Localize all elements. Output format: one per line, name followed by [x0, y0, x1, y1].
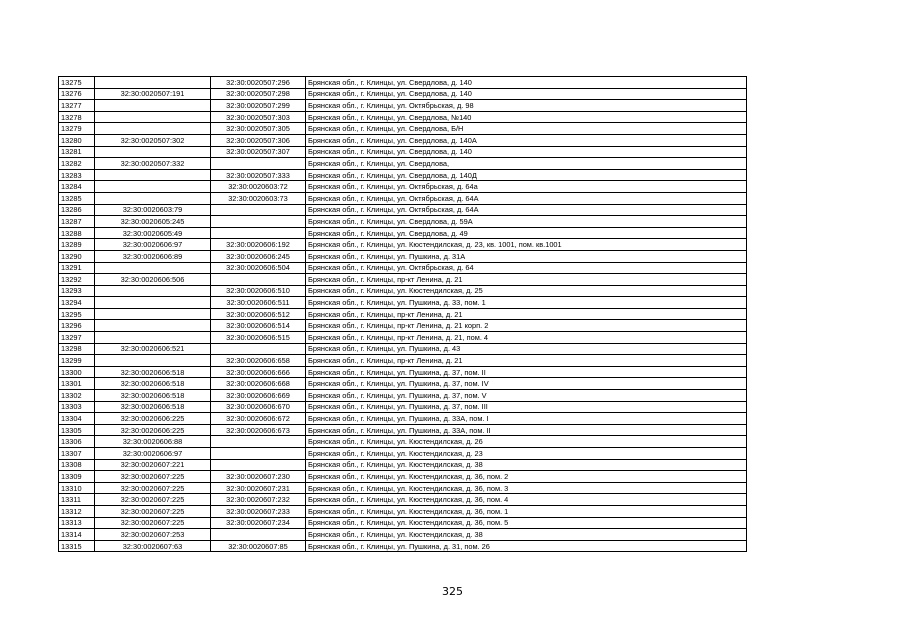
- land-cadastral-number-cell: 32:30:0020606:518: [95, 401, 211, 413]
- table-row: [59, 517, 747, 529]
- object-cadastral-number-cell: 32:30:0020606:511: [211, 297, 306, 309]
- land-cadastral-number-cell: 32:30:0020607:225: [95, 517, 211, 529]
- address-cell: Брянская обл., г. Клинцы, ул. Пушкина, д. 33А, пом. I: [306, 413, 747, 425]
- table-row: [59, 88, 747, 100]
- land-cadastral-number-cell: 32:30:0020606:518: [95, 390, 211, 402]
- address-cell: Брянская обл., г. Клинцы, ул. Пушкина, д. 31, пом. 26: [306, 540, 747, 552]
- table-row: [59, 285, 747, 297]
- row-number-cell: 13297: [59, 332, 95, 344]
- address-cell: Брянская обл., г. Клинцы, ул. Кюстендилская, д. 23: [306, 448, 747, 460]
- land-cadastral-number-cell: [95, 320, 211, 332]
- table-row: [59, 134, 747, 146]
- table-row: [59, 274, 747, 286]
- row-number-cell: 13302: [59, 390, 95, 402]
- address-cell: Брянская обл., г. Клинцы, ул. Кюстендилская, д. 36, пом. 2: [306, 471, 747, 483]
- table-row: [59, 332, 747, 344]
- object-cadastral-number-cell: [211, 158, 306, 170]
- table-row: [59, 448, 747, 460]
- address-cell: Брянская обл., г. Клинцы, ул. Кюстендилская, д. 23, кв. 1001, пом. кв.1001: [306, 239, 747, 251]
- land-cadastral-number-cell: [95, 77, 211, 89]
- address-cell: Брянская обл., г. Клинцы, ул. Кюстендилская, д. 36, пом. 4: [306, 494, 747, 506]
- row-number-cell: 13292: [59, 274, 95, 286]
- address-cell: Брянская обл., г. Клинцы, ул. Пушкина, д. 43: [306, 343, 747, 355]
- land-cadastral-number-cell: 32:30:0020606:97: [95, 239, 211, 251]
- land-cadastral-number-cell: 32:30:0020607:225: [95, 471, 211, 483]
- address-cell: Брянская обл., г. Клинцы, ул. Кюстендилская, д. 36, пом. 1: [306, 505, 747, 517]
- address-cell: Брянская обл., г. Клинцы, ул. Свердлова, д. 140: [306, 77, 747, 89]
- object-cadastral-number-cell: 32:30:0020606:510: [211, 285, 306, 297]
- address-cell: Брянская обл., г. Клинцы, пр-кт Ленина, д. 21: [306, 274, 747, 286]
- row-number-cell: 13280: [59, 134, 95, 146]
- object-cadastral-number-cell: 32:30:0020607:85: [211, 540, 306, 552]
- row-number-cell: 13296: [59, 320, 95, 332]
- object-cadastral-number-cell: [211, 204, 306, 216]
- object-cadastral-number-cell: 32:30:0020606:673: [211, 424, 306, 436]
- land-cadastral-number-cell: [95, 332, 211, 344]
- address-cell: Брянская обл., г. Клинцы, ул. Пушкина, д. 33, пом. 1: [306, 297, 747, 309]
- object-cadastral-number-cell: 32:30:0020606:504: [211, 262, 306, 274]
- address-cell: Брянская обл., г. Клинцы, ул. Пушкина, д. 37, пом. II: [306, 366, 747, 378]
- address-cell: Брянская обл., г. Клинцы, ул. Свердлова, д. 140: [306, 88, 747, 100]
- row-number-cell: 13308: [59, 459, 95, 471]
- table-row: [59, 216, 747, 228]
- row-number-cell: 13299: [59, 355, 95, 367]
- table-row: [59, 146, 747, 158]
- registry-table: [58, 76, 747, 552]
- land-cadastral-number-cell: 32:30:0020606:518: [95, 366, 211, 378]
- land-cadastral-number-cell: [95, 146, 211, 158]
- row-number-cell: 13284: [59, 181, 95, 193]
- row-number-cell: 13278: [59, 111, 95, 123]
- row-number-cell: 13310: [59, 482, 95, 494]
- row-number-cell: 13313: [59, 517, 95, 529]
- row-number-cell: 13293: [59, 285, 95, 297]
- table-row: [59, 77, 747, 89]
- row-number-cell: 13281: [59, 146, 95, 158]
- table-row: [59, 366, 747, 378]
- table-row: [59, 413, 747, 425]
- land-cadastral-number-cell: 32:30:0020607:253: [95, 529, 211, 541]
- object-cadastral-number-cell: 32:30:0020606:658: [211, 355, 306, 367]
- address-cell: Брянская обл., г. Клинцы, ул. Свердлова, Б/Н: [306, 123, 747, 135]
- address-cell: Брянская обл., г. Клинцы, ул. Октябрьская, д. 98: [306, 100, 747, 112]
- address-cell: Брянская обл., г. Клинцы, ул. Кюстендилская, д. 38: [306, 529, 747, 541]
- table-row: [59, 390, 747, 402]
- object-cadastral-number-cell: [211, 448, 306, 460]
- table-row: [59, 482, 747, 494]
- land-cadastral-number-cell: 32:30:0020607:221: [95, 459, 211, 471]
- table-row: [59, 529, 747, 541]
- object-cadastral-number-cell: 32:30:0020603:73: [211, 192, 306, 204]
- table-row: [59, 192, 747, 204]
- row-number-cell: 13275: [59, 77, 95, 89]
- object-cadastral-number-cell: [211, 216, 306, 228]
- row-number-cell: 13289: [59, 239, 95, 251]
- table-row: [59, 494, 747, 506]
- table-row: [59, 505, 747, 517]
- land-cadastral-number-cell: 32:30:0020606:225: [95, 413, 211, 425]
- row-number-cell: 13309: [59, 471, 95, 483]
- object-cadastral-number-cell: [211, 343, 306, 355]
- object-cadastral-number-cell: 32:30:0020606:672: [211, 413, 306, 425]
- land-cadastral-number-cell: 32:30:0020606:89: [95, 250, 211, 262]
- row-number-cell: 13305: [59, 424, 95, 436]
- object-cadastral-number-cell: 32:30:0020606:515: [211, 332, 306, 344]
- object-cadastral-number-cell: [211, 459, 306, 471]
- table-row: [59, 308, 747, 320]
- table-row: [59, 343, 747, 355]
- object-cadastral-number-cell: 32:30:0020606:512: [211, 308, 306, 320]
- object-cadastral-number-cell: 32:30:0020507:298: [211, 88, 306, 100]
- object-cadastral-number-cell: 32:30:0020603:72: [211, 181, 306, 193]
- address-cell: Брянская обл., г. Клинцы, ул. Пушкина, д. 37, пом. IV: [306, 378, 747, 390]
- row-number-cell: 13306: [59, 436, 95, 448]
- table-row: [59, 401, 747, 413]
- object-cadastral-number-cell: [211, 227, 306, 239]
- row-number-cell: 13298: [59, 343, 95, 355]
- row-number-cell: 13291: [59, 262, 95, 274]
- table-row: [59, 262, 747, 274]
- row-number-cell: 13314: [59, 529, 95, 541]
- address-cell: Брянская обл., г. Клинцы, ул. Пушкина, д. 37, пом. V: [306, 390, 747, 402]
- table-row: [59, 111, 747, 123]
- land-cadastral-number-cell: 32:30:0020606:521: [95, 343, 211, 355]
- row-number-cell: 13283: [59, 169, 95, 181]
- land-cadastral-number-cell: 32:30:0020606:97: [95, 448, 211, 460]
- registry-table-body: [59, 77, 747, 552]
- land-cadastral-number-cell: 32:30:0020507:191: [95, 88, 211, 100]
- address-cell: Брянская обл., г. Клинцы, ул. Октябрьская, д. 64А: [306, 192, 747, 204]
- land-cadastral-number-cell: [95, 355, 211, 367]
- address-cell: Брянская обл., г. Клинцы, ул. Пушкина, д. 37, пом. III: [306, 401, 747, 413]
- land-cadastral-number-cell: [95, 297, 211, 309]
- address-cell: Брянская обл., г. Клинцы, ул. Свердлова, №140: [306, 111, 747, 123]
- object-cadastral-number-cell: 32:30:0020507:305: [211, 123, 306, 135]
- address-cell: Брянская обл., г. Клинцы, ул. Свердлова, д. 140А: [306, 134, 747, 146]
- address-cell: Брянская обл., г. Клинцы, ул. Октябрьская, д. 64: [306, 262, 747, 274]
- address-cell: Брянская обл., г. Клинцы, пр-кт Ленина, д. 21, пом. 4: [306, 332, 747, 344]
- row-number-cell: 13307: [59, 448, 95, 460]
- address-cell: Брянская обл., г. Клинцы, ул. Кюстендилская, д. 26: [306, 436, 747, 448]
- row-number-cell: 13276: [59, 88, 95, 100]
- table-row: [59, 424, 747, 436]
- address-cell: Брянская обл., г. Клинцы, ул. Кюстендилская, д. 36, пом. 5: [306, 517, 747, 529]
- address-cell: Брянская обл., г. Клинцы, ул. Свердлова, д. 59А: [306, 216, 747, 228]
- object-cadastral-number-cell: 32:30:0020507:296: [211, 77, 306, 89]
- object-cadastral-number-cell: 32:30:0020606:245: [211, 250, 306, 262]
- row-number-cell: 13277: [59, 100, 95, 112]
- page-number: 325: [442, 585, 463, 598]
- row-number-cell: 13288: [59, 227, 95, 239]
- row-number-cell: 13303: [59, 401, 95, 413]
- land-cadastral-number-cell: 32:30:0020607:225: [95, 482, 211, 494]
- table-row: [59, 378, 747, 390]
- row-number-cell: 13282: [59, 158, 95, 170]
- table-row: [59, 169, 747, 181]
- object-cadastral-number-cell: 32:30:0020607:233: [211, 505, 306, 517]
- object-cadastral-number-cell: 32:30:0020606:668: [211, 378, 306, 390]
- object-cadastral-number-cell: 32:30:0020507:303: [211, 111, 306, 123]
- row-number-cell: 13312: [59, 505, 95, 517]
- table-row: [59, 181, 747, 193]
- object-cadastral-number-cell: 32:30:0020507:333: [211, 169, 306, 181]
- object-cadastral-number-cell: 32:30:0020607:232: [211, 494, 306, 506]
- row-number-cell: 13315: [59, 540, 95, 552]
- object-cadastral-number-cell: 32:30:0020507:307: [211, 146, 306, 158]
- table-row: [59, 436, 747, 448]
- table-row: [59, 540, 747, 552]
- table-row: [59, 239, 747, 251]
- table-row: [59, 100, 747, 112]
- row-number-cell: 13300: [59, 366, 95, 378]
- address-cell: Брянская обл., г. Клинцы, пр-кт Ленина, д. 21: [306, 308, 747, 320]
- object-cadastral-number-cell: 32:30:0020606:669: [211, 390, 306, 402]
- table-row: [59, 459, 747, 471]
- land-cadastral-number-cell: 32:30:0020606:506: [95, 274, 211, 286]
- row-number-cell: 13285: [59, 192, 95, 204]
- address-cell: Брянская обл., г. Клинцы, пр-кт Ленина, д. 21: [306, 355, 747, 367]
- land-cadastral-number-cell: 32:30:0020603:79: [95, 204, 211, 216]
- address-cell: Брянская обл., г. Клинцы, ул. Октябрьская, д. 64А: [306, 204, 747, 216]
- land-cadastral-number-cell: 32:30:0020607:63: [95, 540, 211, 552]
- table-row: [59, 320, 747, 332]
- object-cadastral-number-cell: 32:30:0020607:234: [211, 517, 306, 529]
- table-row: [59, 297, 747, 309]
- address-cell: Брянская обл., г. Клинцы, ул. Кюстендилская, д. 38: [306, 459, 747, 471]
- row-number-cell: 13286: [59, 204, 95, 216]
- row-number-cell: 13304: [59, 413, 95, 425]
- land-cadastral-number-cell: 32:30:0020507:332: [95, 158, 211, 170]
- land-cadastral-number-cell: [95, 100, 211, 112]
- land-cadastral-number-cell: 32:30:0020606:518: [95, 378, 211, 390]
- land-cadastral-number-cell: [95, 285, 211, 297]
- table-row: [59, 250, 747, 262]
- row-number-cell: 13294: [59, 297, 95, 309]
- address-cell: Брянская обл., г. Клинцы, ул. Свердлова, д. 140: [306, 146, 747, 158]
- table-row: [59, 204, 747, 216]
- object-cadastral-number-cell: [211, 436, 306, 448]
- object-cadastral-number-cell: 32:30:0020607:230: [211, 471, 306, 483]
- table-row: [59, 123, 747, 135]
- row-number-cell: 13311: [59, 494, 95, 506]
- address-cell: Брянская обл., г. Клинцы, ул. Свердлова,: [306, 158, 747, 170]
- address-cell: Брянская обл., г. Клинцы, ул. Октябрьская, д. 64а: [306, 181, 747, 193]
- land-cadastral-number-cell: 32:30:0020606:225: [95, 424, 211, 436]
- row-number-cell: 13301: [59, 378, 95, 390]
- address-cell: Брянская обл., г. Клинцы, ул. Пушкина, д. 31А: [306, 250, 747, 262]
- land-cadastral-number-cell: 32:30:0020507:302: [95, 134, 211, 146]
- land-cadastral-number-cell: 32:30:0020605:49: [95, 227, 211, 239]
- object-cadastral-number-cell: 32:30:0020606:192: [211, 239, 306, 251]
- object-cadastral-number-cell: 32:30:0020507:306: [211, 134, 306, 146]
- address-cell: Брянская обл., г. Клинцы, ул. Свердлова, д. 140Д: [306, 169, 747, 181]
- row-number-cell: 13295: [59, 308, 95, 320]
- object-cadastral-number-cell: 32:30:0020606:514: [211, 320, 306, 332]
- object-cadastral-number-cell: 32:30:0020606:670: [211, 401, 306, 413]
- table-row: [59, 355, 747, 367]
- land-cadastral-number-cell: [95, 181, 211, 193]
- land-cadastral-number-cell: 32:30:0020607:225: [95, 505, 211, 517]
- row-number-cell: 13290: [59, 250, 95, 262]
- table-row: [59, 158, 747, 170]
- table-row: [59, 227, 747, 239]
- address-cell: Брянская обл., г. Клинцы, ул. Свердлова, д. 49: [306, 227, 747, 239]
- land-cadastral-number-cell: 32:30:0020605:245: [95, 216, 211, 228]
- table-row: [59, 471, 747, 483]
- land-cadastral-number-cell: 32:30:0020607:225: [95, 494, 211, 506]
- object-cadastral-number-cell: 32:30:0020607:231: [211, 482, 306, 494]
- object-cadastral-number-cell: [211, 529, 306, 541]
- land-cadastral-number-cell: [95, 123, 211, 135]
- land-cadastral-number-cell: [95, 192, 211, 204]
- address-cell: Брянская обл., г. Клинцы, ул. Кюстендилская, д. 36, пом. 3: [306, 482, 747, 494]
- row-number-cell: 13287: [59, 216, 95, 228]
- object-cadastral-number-cell: [211, 274, 306, 286]
- land-cadastral-number-cell: [95, 169, 211, 181]
- object-cadastral-number-cell: 32:30:0020507:299: [211, 100, 306, 112]
- address-cell: Брянская обл., г. Клинцы, ул. Кюстендилская, д. 25: [306, 285, 747, 297]
- land-cadastral-number-cell: [95, 308, 211, 320]
- object-cadastral-number-cell: 32:30:0020606:666: [211, 366, 306, 378]
- land-cadastral-number-cell: 32:30:0020606:88: [95, 436, 211, 448]
- land-cadastral-number-cell: [95, 111, 211, 123]
- address-cell: Брянская обл., г. Клинцы, ул. Пушкина, д. 33А, пом. II: [306, 424, 747, 436]
- land-cadastral-number-cell: [95, 262, 211, 274]
- row-number-cell: 13279: [59, 123, 95, 135]
- address-cell: Брянская обл., г. Клинцы, пр-кт Ленина, д. 21 корп. 2: [306, 320, 747, 332]
